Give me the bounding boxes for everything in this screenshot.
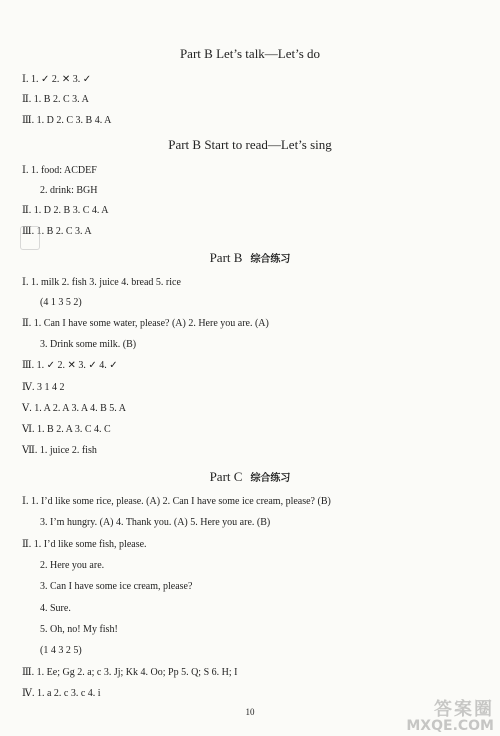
heading-cn-text: 综合练习 [250, 254, 291, 265]
answer-line: 3. Can I have some ice cream, please? [40, 581, 193, 592]
stamp-mark [20, 226, 40, 250]
answer-line: Ⅱ. 1. D 2. B 3. C 4. A [22, 205, 109, 216]
answer-line: Ⅲ. 1. ✓ 2. ✕ 3. ✓ 4. ✓ [22, 360, 118, 371]
heading-cn-text: 综合练习 [250, 473, 291, 484]
answer-line: Ⅲ. 1. D 2. C 3. B 4. A [22, 115, 112, 126]
answer-line: Ⅵ. 1. B 2. A 3. C 4. C [22, 424, 111, 435]
answer-line: Ⅱ. 1. Can I have some water, please? (A) 2. Here you are. (A) [22, 318, 269, 329]
section-heading-talk-do [0, 46, 500, 62]
answer-line: Ⅰ. 1. I’d like some rice, please. (A) 2. Can I have some ice cream, please? (B) [22, 496, 331, 507]
answer-line: Ⅰ. 1. food: ACDEF [22, 165, 97, 176]
heading-text: Part C [209, 469, 243, 484]
section-heading-part-c-review [0, 469, 500, 485]
watermark-logo [406, 699, 494, 734]
answer-line: Ⅴ. 1. A 2. A 3. A 4. B 5. A [22, 403, 126, 414]
answer-line: Ⅶ. 1. juice 2. fish [22, 445, 97, 456]
answer-line: Ⅲ. 1. B 2. C 3. A [22, 226, 92, 237]
heading-text: Part B [209, 250, 243, 265]
watermark-top: 答案圈 [434, 699, 494, 720]
answer-line: (1 4 3 2 5) [40, 645, 82, 656]
answer-line: 3. I’m hungry. (A) 4. Thank you. (A) 5. Here you are. (B) [40, 517, 271, 528]
answer-line: Ⅱ. 1. B 2. C 3. A [22, 94, 89, 105]
section-heading-read-sing [0, 137, 500, 153]
answer-line: 2. Here you are. [40, 560, 105, 571]
answer-line: Ⅰ. 1. ✓ 2. ✕ 3. ✓ [22, 74, 92, 85]
section-heading-part-b-review [0, 250, 500, 266]
heading-text: Part B Let’s talk—Let’s do [179, 46, 321, 61]
answer-line: 2. drink: BGH [40, 185, 98, 196]
watermark-bottom: MXQE.COM [406, 718, 494, 734]
answer-line: Ⅲ. 1. Ee; Gg 2. a; c 3. Jj; Kk 4. Oo; Pp 5. Q; S 6. H; I [22, 667, 238, 678]
answer-line: 4. Sure. [40, 603, 71, 614]
answer-line: (4 1 3 5 2) [40, 297, 82, 308]
answer-line: Ⅳ. 1. a 2. c 3. c 4. i [22, 688, 101, 699]
answer-line: 5. Oh, no! My fish! [40, 624, 118, 635]
heading-text: Part B Start to read—Let’s sing [168, 137, 332, 152]
answer-line: Ⅱ. 1. I’d like some fish, please. [22, 539, 147, 550]
page-number: 10 [245, 707, 255, 717]
answer-line: 3. Drink some milk. (B) [40, 339, 137, 350]
answer-line: Ⅰ. 1. milk 2. fish 3. juice 4. bread 5. rice [22, 277, 181, 288]
answer-line: Ⅳ. 3 1 4 2 [22, 382, 65, 393]
